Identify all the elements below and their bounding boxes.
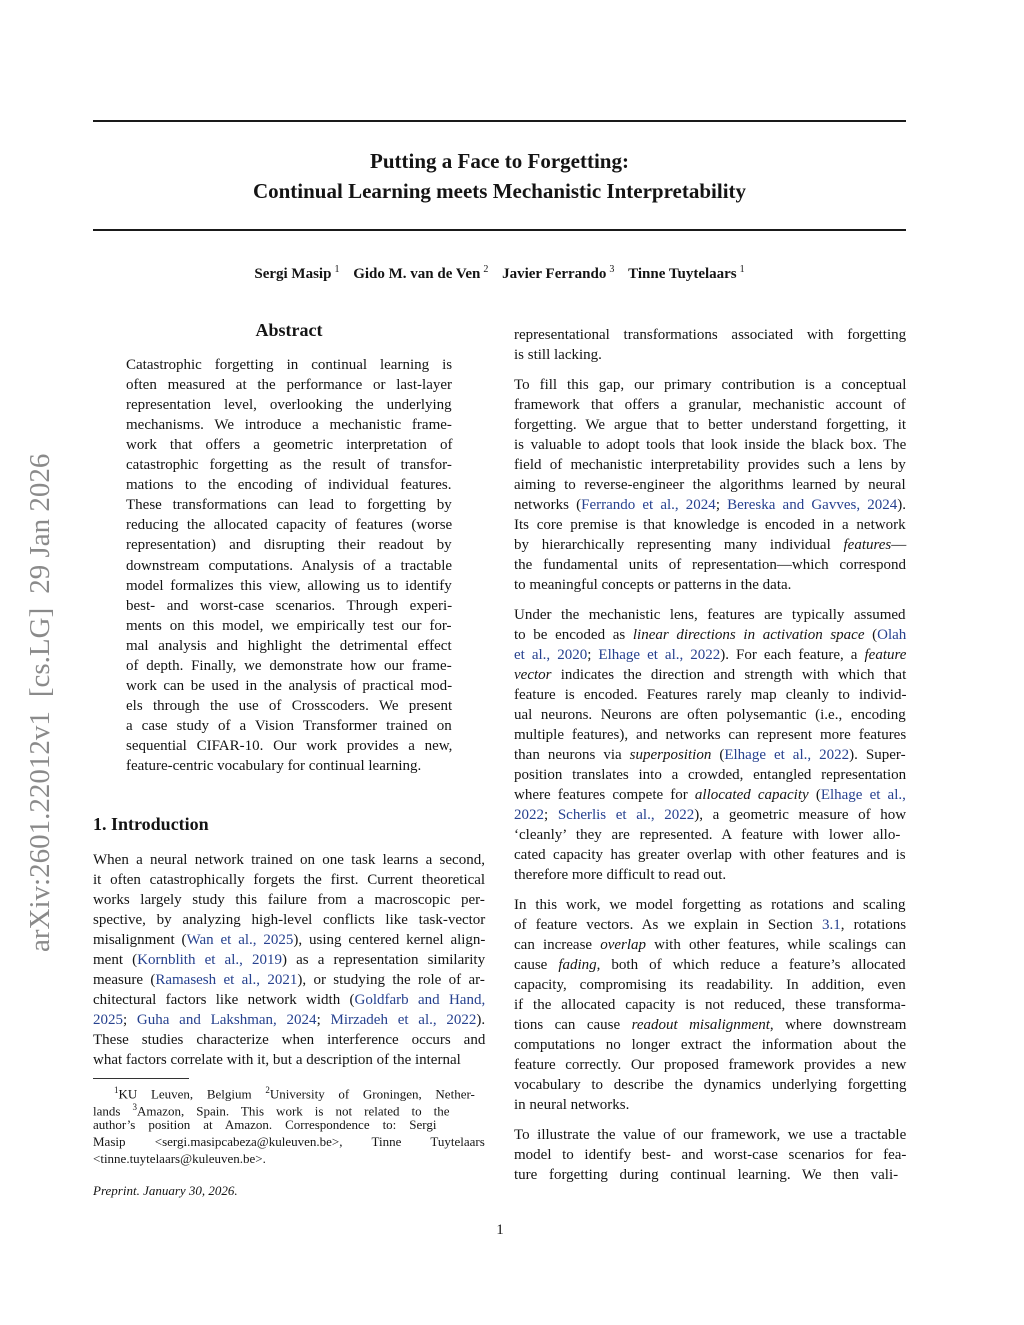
title-rule-bottom [93,229,906,231]
author-name: Tinne Tuytelaars [628,266,737,282]
citation-link[interactable]: Ramasesh et al., 2021 [155,972,298,988]
text-line [93,950,485,970]
text-line [514,1125,906,1145]
text-span: , both of which reduce a feature’s allocated [596,957,906,973]
citation-link[interactable]: Mirzadeh et al., 2022 [330,1012,477,1028]
text-span: ment ( [93,952,138,968]
text-span: vocabulary to describe the dynamics underlying forgetting [514,1077,907,1093]
text-span: When a neural network trained on one task learns a second, [93,852,485,868]
text-span: forgetting. We argue that to better understand forgetting, it [514,417,907,433]
text-span: in neural networks. [514,1097,630,1113]
text-line [514,535,906,555]
text-line [93,930,485,950]
text-line [514,725,906,745]
text-line [514,975,906,995]
text-line [514,605,906,625]
footnote-line [93,1150,266,1167]
text-span: it often catastrophically forgets the first. Current theoretical [93,872,486,888]
text-span: is valuable to adopt tools that look inside the black box. The [514,437,907,453]
text-span: ( [864,627,878,643]
author-affiliation-mark: 3 [609,264,615,275]
text-line: Catastrophic forgetting in continual learning is [126,357,453,373]
author [628,266,745,282]
text-span: to be encoded as [514,627,633,643]
text-line: work can be used in the analysis of practical mod- [126,678,453,694]
text-line [514,805,906,825]
text-line [514,1055,906,1075]
footnote-rule [93,1078,189,1079]
emphasized-text: features [843,537,892,553]
text-span: ) as a representation similarity [281,952,486,968]
page-number: 1 [496,1222,504,1238]
footnote-line [93,1116,436,1133]
citation-link[interactable]: Ferrando et al., 2024 [581,497,716,513]
text-line [514,895,906,915]
text-span: ). [897,497,906,513]
text-line [93,850,485,870]
text-span: ), or studying the role of ar- [297,972,485,988]
text-line [514,745,906,765]
citation-link[interactable]: Scherlis et al., 2022 [557,807,695,823]
emphasized-text: fading [558,957,597,973]
text-line [93,910,485,930]
text-span: ). Super- [849,747,906,763]
text-span: framework that offers a granular, mechanistic account of [514,397,906,413]
text-line [514,575,791,595]
preprint-note: Preprint. January 30, 2026. [93,1183,238,1198]
text-line [514,1145,906,1165]
text-line [93,970,485,990]
text-line [514,825,900,845]
text-span: by hierarchically representing many individual [514,537,844,553]
text-span: To illustrate the value of our framework, we use a tractable [514,1127,907,1143]
text-line [514,705,906,725]
arxiv-stamp [16,372,64,952]
text-line: a case study of a Vision Transformer trained on [126,718,452,734]
author-name: Sergi Masip [254,266,332,282]
text-line: of depth. Finally, we demonstrate how our frame- [126,658,452,674]
text-span: ; [544,807,558,823]
text-span: cause [514,957,559,973]
text-line [514,415,906,435]
citation-link[interactable]: 2022 [514,807,544,823]
author-affiliation-mark: 1 [739,264,745,275]
emphasized-text: linear directions in activation space [632,627,865,643]
paper-title-line-2: Continual Learning meets Mechanistic Interpretability [252,179,747,203]
text-span: is still lacking. [514,347,602,363]
author [502,266,614,282]
text-span: Under the mechanistic lens, features are typically assumed [514,607,906,623]
text-line [514,845,906,865]
text-line [514,935,906,955]
text-line [514,645,906,665]
citation-link[interactable]: Guha and Lakshman, 2024 [136,1012,317,1028]
author-affiliation-mark: 2 [483,264,489,275]
text-line [514,625,906,645]
text-line: reducing the allocated capacity of features (worse [126,517,453,533]
text-line: These transformations can lead to forgetting by [126,497,452,513]
text-span: field of mechanistic interpretability provides such a lens by [514,457,906,473]
text-line [514,515,906,535]
text-line [514,865,726,885]
text-span: <tinne.tuytelaars@kuleuven.be>. [93,1151,266,1166]
text-span: can increase [514,937,601,953]
text-span: the fundamental units of representation—which correspond [514,557,906,573]
text-line: representation level, overlooking the underlying [126,397,452,413]
text-span: — [891,537,907,553]
text-span: if the allocated capacity is not reduced, these transforma- [514,997,906,1013]
text-span: University of Groningen, Nether- [269,1086,475,1102]
footnote-line [114,1082,475,1102]
text-span: ), a geometric measure of how [694,807,907,823]
emphasized-text: readout misalignment [631,1017,770,1033]
emphasized-text: allocated capacity [694,787,809,803]
citation-link[interactable]: Elhage et al., [820,787,906,803]
text-span: capacity, compromising its readability. In addition, even [514,977,906,993]
text-span: indicates the direction and strength with which that [551,667,907,683]
text-line [514,1095,629,1115]
text-line [514,915,906,935]
text-span: position translates into a crowded, entangled representation [514,767,907,783]
text-span: ; [123,1012,137,1028]
citation-link[interactable]: et al., 2020 [514,647,588,663]
footnote-line [93,1099,450,1119]
text-span: lands [93,1103,133,1119]
emphasized-text: vector [514,667,552,683]
text-span: ). For each feature, a [720,647,865,663]
text-span: These studies characterize when interference occurs and [93,1032,486,1048]
text-span: ture forgetting during continual learning. We then vali- [514,1167,899,1183]
text-line [93,870,485,890]
text-span: networks ( [514,497,582,513]
text-line: els through the use of Crosscoders. We present [126,698,453,714]
citation-link[interactable]: Goldfarb and Hand, [354,992,486,1008]
text-span: than neurons via [514,747,630,763]
text-span: , where downstream [769,1017,907,1033]
text-line [514,995,906,1015]
text-line [514,1075,906,1095]
text-line: representation) and disrupting their readout by [126,537,452,553]
text-line [514,665,906,685]
text-line [93,890,485,910]
text-line [514,1165,898,1185]
text-line [93,990,485,1010]
text-span: works largely study this failure from a macroscopic per- [93,892,485,908]
text-line: sequential CIFAR-10. Our work provides a new, [126,738,453,754]
text-span: ; [715,497,728,513]
text-span: tions can cause [514,1017,632,1033]
text-line: catastrophic forgetting as the result of transfor- [126,457,452,473]
text-line: model formalizes this view, allowing us to identify [126,578,452,594]
text-line [514,765,906,785]
text-span: spective, by analyzing high-level conflicts like task-vector [93,912,486,928]
author-list [93,264,906,283]
text-span: to meaningful concepts or patterns in the data. [514,577,792,593]
author-name: Javier Ferrando [502,266,607,282]
text-span: , rotations [840,917,907,933]
text-line [514,325,906,345]
arxiv-category: [cs.LG] [24,607,56,698]
text-line [514,1015,906,1035]
text-span: Masip <sergi.masipcabeza@kuleuven.be>, Tinne Tuytelaars [93,1134,485,1149]
text-span: multiple features), and networks can represent more features [514,727,907,743]
text-span: KU Leuven, Belgium [118,1086,266,1102]
text-line [514,685,906,705]
text-span: Its core premise is that knowledge is encoded in a network [514,517,906,533]
emphasized-text: overlap [600,937,647,953]
text-line [514,785,906,805]
title-rule-top [93,120,906,122]
text-span: feature correctly. Our proposed framework provides a new [514,1057,907,1073]
text-span: ‘cleanly’ they are represented. A feature with lower allo- [514,827,901,843]
citation-link[interactable]: 2025 [93,1012,123,1028]
paper-title-line-1: Putting a Face to Forgetting: [370,149,629,173]
text-span: therefore more difficult to read out. [514,867,727,883]
text-span: ( [711,747,725,763]
text-line [93,1030,485,1050]
author-name: Gido M. van de Ven [353,266,481,282]
text-span: misalignment ( [93,932,187,948]
text-span: author’s position at Amazon. Correspondence to: Sergi [93,1117,437,1132]
author-affiliation-mark: 1 [334,264,340,275]
text-line [93,1050,461,1070]
affiliation-mark: 3 [132,1102,137,1112]
citation-link[interactable]: Bereska and Gavves, 2024 [727,497,898,513]
text-span: feature is encoded. Features rarely map cleanly to individ- [514,687,907,703]
text-span: Amazon, Spain. This work is not related to the [136,1103,450,1119]
text-line [514,475,906,495]
text-line: feature-centric vocabulary for continual learning. [126,758,422,774]
section-heading-introduction: 1. Introduction [93,814,209,834]
author [353,266,488,282]
text-line: ments on this model, we empirically test our for- [126,618,452,634]
text-line [514,495,906,515]
text-line [514,435,906,455]
text-span: ( [808,787,821,803]
citation-link[interactable]: 3.1 [822,917,841,933]
text-span: with other features, while scalings can [646,937,906,953]
text-span: ). [476,1012,486,1028]
citation-link[interactable]: Elhage et al., 2022 [598,647,721,663]
text-span: where features compete for [514,787,695,803]
text-line [514,955,906,975]
text-line [514,375,906,395]
citation-link[interactable]: Olah [877,627,907,643]
text-span: ; [587,647,599,663]
text-span: ual neurons. Neurons are often polysemantic (i.e., encoding [514,707,906,723]
text-span: aiming to reverse-engineer the algorithms learned by neural [514,477,906,493]
citation-link[interactable]: Wan et al., 2025 [186,932,294,948]
text-span: ; [316,1012,331,1028]
affiliation-mark: 2 [265,1085,270,1095]
text-line [514,395,906,415]
citation-link[interactable]: Elhage et al., 2022 [724,747,850,763]
emphasized-text: feature [864,647,907,663]
text-line: mal analysis and highlight the detrimental effect [126,638,452,654]
text-line: work that offers a geometric interpretation of [126,437,453,453]
emphasized-text: superposition [629,747,712,763]
author [254,266,339,282]
text-line [514,345,602,365]
text-line [93,1010,485,1030]
text-span: chitectural factors like network width ( [93,992,355,1008]
arxiv-date: 29 Jan 2026 [24,453,56,594]
text-span: In this work, we model forgetting as rotations and scaling [514,897,906,913]
text-line [514,1035,906,1055]
text-line: mations to the encoding of individual features. [126,477,452,493]
text-span: representational transformations associated with forgetting [514,327,907,343]
text-span: ), using centered kernel align- [293,932,486,948]
text-span: cated capacity has greater overlap with other features and is [514,847,906,863]
arxiv-id: arXiv:2601.22012v1 [24,711,56,952]
text-line [514,555,906,575]
text-line: mechanisms. We introduce a mechanistic frame- [126,417,452,433]
affiliation-mark: 1 [114,1085,119,1095]
text-span: computations no longer extract the information about the [514,1037,906,1053]
text-line: downstream computations. Analysis of a tractable [126,558,453,574]
text-line [514,455,906,475]
text-span: To fill this gap, our primary contribution is a conceptual [514,377,907,393]
text-line: often measured at the performance or last-layer [126,377,453,393]
footnote-line [93,1133,485,1150]
text-span: what factors correlate with it, but a description of the internal [93,1052,461,1068]
citation-link[interactable]: Kornblith et al., 2019 [137,952,282,968]
text-span: of feature vectors. As we explain in Section [514,917,823,933]
abstract-heading: Abstract [255,320,323,340]
text-span: measure ( [93,972,156,988]
text-line: best- and worst-case scenarios. Through experi- [126,598,453,614]
text-span: model to identify best- and worst-case scenarios for fea- [514,1147,907,1163]
